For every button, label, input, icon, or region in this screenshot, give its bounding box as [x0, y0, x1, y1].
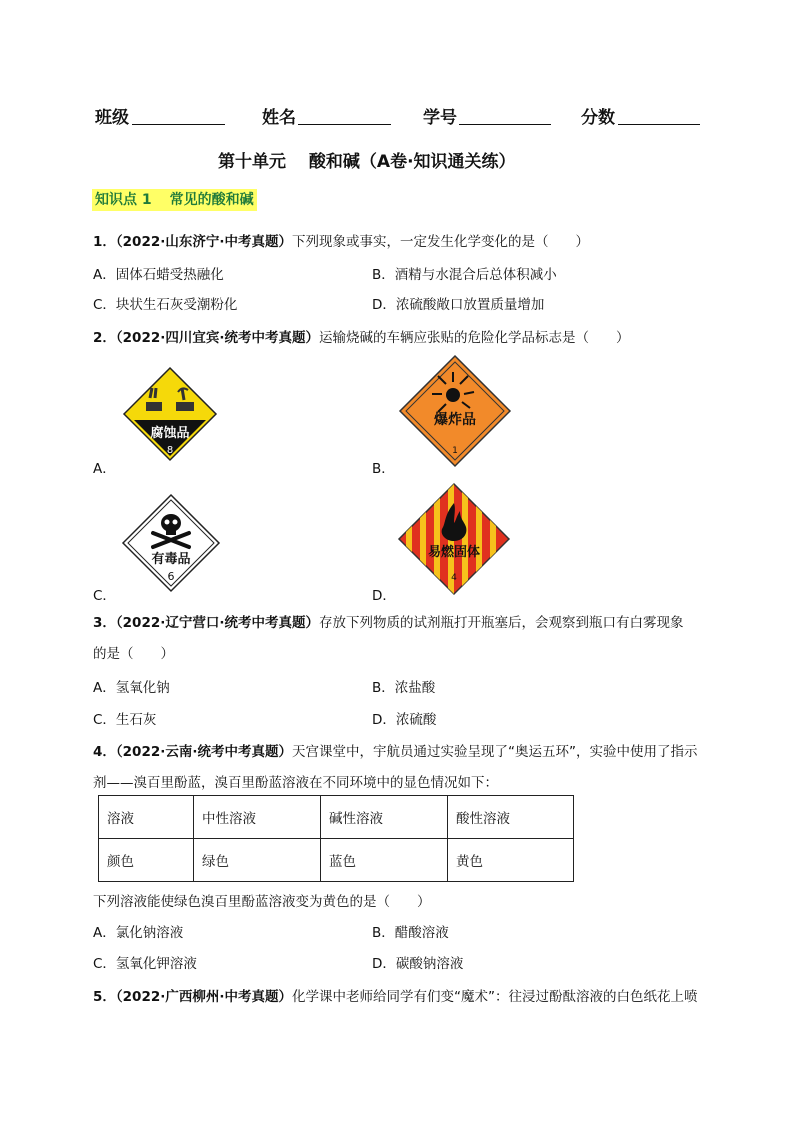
page-title: 第十单元 酸和碱（A卷·知识通关练）	[218, 152, 516, 172]
student-id-label: 学号	[423, 108, 457, 128]
question-source: （2022·辽宁营口·统考中考真题）	[115, 615, 319, 631]
table-cell: 颜色	[99, 839, 194, 882]
q1-option-c: C．块状生石灰受潮粉化	[93, 297, 238, 313]
sign-b-number: 1	[452, 446, 458, 456]
question-number: 4．	[93, 744, 116, 760]
question-text: 化学课中老师给同学有们变“魔术”：往浸过酚酞溶液的白色纸花上喷	[292, 989, 698, 1005]
table-cell: 中性溶液	[194, 796, 321, 839]
flammable-solid-sign-icon	[396, 481, 512, 597]
q1-option-d: D．浓硫酸敞口放置质量增加	[372, 297, 545, 313]
table-cell: 绿色	[194, 839, 321, 882]
class-blank	[132, 124, 225, 125]
table-cell: 蓝色	[321, 839, 448, 882]
q3-option-a: A．氢氧化钠	[93, 680, 170, 696]
toxic-sign-icon	[121, 493, 221, 593]
class-label: 班级	[95, 108, 129, 128]
q1-option-a: A．固体石蜡受热融化	[93, 267, 224, 283]
question-source: （2022·云南·统考中考真题）	[115, 744, 292, 760]
knowledge-point-heading	[92, 189, 257, 211]
question-number: 1．	[93, 234, 116, 250]
knowledge-point-tag: 知识点 1	[95, 192, 152, 208]
sign-a-label: 腐蚀品	[150, 426, 190, 441]
question-source: （2022·山东济宁·中考真题）	[115, 234, 292, 250]
table-cell: 黄色	[448, 839, 574, 882]
question-text: 下列现象或事实，一定发生化学变化的是（ ）	[292, 234, 589, 250]
table-cell: 碱性溶液	[321, 796, 448, 839]
score-label: 分数	[581, 108, 615, 128]
q4-option-a: A．氯化钠溶液	[93, 925, 184, 941]
q3-option-b: B．浓盐酸	[372, 680, 436, 696]
q2-option-a: A．	[93, 461, 116, 477]
corrosive-sign-icon	[122, 366, 218, 462]
question-source: （2022·广西柳州·中考真题）	[115, 989, 292, 1005]
question-number: 2．	[93, 330, 116, 346]
table-row	[99, 839, 574, 882]
question-4-stem-cont: 剂——溴百里酚蓝，溴百里酚蓝溶液在不同环境中的显色情况如下：	[93, 775, 498, 791]
q1-option-b: B．酒精与水混合后总体积减小	[372, 267, 557, 283]
question-5-stem	[93, 985, 698, 1005]
q2-option-d: D．	[372, 588, 396, 604]
q4-option-d: D．碳酸钠溶液	[372, 956, 464, 972]
question-4-stem	[93, 740, 698, 760]
question-number: 3．	[93, 615, 116, 631]
question-number: 5．	[93, 989, 116, 1005]
q4-option-b: B．醋酸溶液	[372, 925, 449, 941]
q2-option-c: C．	[93, 588, 116, 604]
sign-c-label: 有毒品	[151, 552, 191, 567]
score-blank	[618, 124, 700, 125]
q2-option-b: B．	[372, 461, 395, 477]
question-3-stem-cont: 的是（ ）	[93, 646, 174, 662]
question-source: （2022·四川宜宾·统考中考真题）	[115, 330, 319, 346]
name-blank	[298, 124, 391, 125]
sign-c-number: 6	[167, 570, 175, 583]
question-text: 运输烧碱的车辆应张贴的危险化学品标志是（ ）	[319, 330, 630, 346]
table-cell: 溶液	[99, 796, 194, 839]
table-row	[99, 796, 574, 839]
indicator-color-table	[98, 795, 574, 882]
sign-d-label: 易燃固体	[427, 545, 481, 560]
q3-option-d: D．浓硫酸	[372, 712, 437, 728]
question-1-stem	[93, 230, 589, 250]
question-text: 天宫课堂中，宇航员通过实验呈现了“奥运五环”，实验中使用了指示	[292, 744, 698, 760]
sign-a-number: 8	[166, 445, 174, 456]
sign-b-label: 爆炸品	[434, 412, 476, 428]
sign-d-number: 4	[451, 573, 457, 583]
question-2-stem	[93, 326, 630, 346]
explosive-sign-icon	[398, 354, 512, 468]
knowledge-point-text: 常见的酸和碱	[169, 192, 254, 208]
student-id-blank	[459, 124, 551, 125]
question-text: 存放下列物质的试剂瓶打开瓶塞后，会观察到瓶口有白雾现象	[319, 615, 684, 631]
q4-option-c: C．氢氧化钾溶液	[93, 956, 197, 972]
table-cell: 酸性溶液	[448, 796, 574, 839]
question-3-stem	[93, 611, 684, 631]
q3-option-c: C．生石灰	[93, 712, 157, 728]
name-label: 姓名	[262, 108, 296, 128]
question-4-prompt: 下列溶液能使绿色溴百里酚蓝溶液变为黄色的是（ ）	[93, 894, 431, 910]
